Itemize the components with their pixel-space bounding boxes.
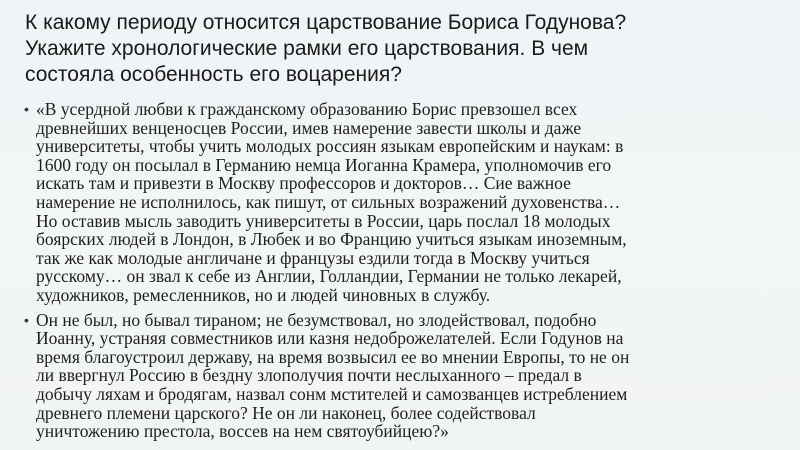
- text-line: намерение не исполнилось, как пишут, от сильных возражений духовенства…: [36, 191, 621, 212]
- text-line: уничтожению престола, воссев на нем святоубийцею?»: [36, 421, 449, 442]
- text-line: Иоанну, устраняя совместников или казня недоброжелателей. Если Годунов на: [36, 328, 624, 349]
- title-line: Укажите хронологические рамки его царствования. В чем: [25, 37, 589, 60]
- text-line: древнейших венценосцев России, имев намерение завести школы и даже: [36, 117, 582, 138]
- bullet-item-quote-tyranny: [24, 311, 788, 441]
- text-line: боярских людей в Лондон, в Любек и во Францию учиться языкам иноземным,: [36, 229, 627, 250]
- text-line: 1600 году он посылал в Германию немца Иоганна Крамера, уполномочив его: [36, 154, 612, 175]
- text-line: Но оставив мысль заводить университеты в России, царь послал 18 молодых: [36, 210, 611, 231]
- text-line: ли ввергнул Россию в бездну злополучия почти неслыханного – предал в: [36, 365, 582, 386]
- bullet-item-quote-education: [24, 100, 788, 305]
- bullet-list: [24, 100, 788, 447]
- text-line: добычу ляхам и бродягам, назвал сонм мстителей и самозванцев истреблением: [36, 383, 628, 404]
- title-line: состояла особенность его воцарения?: [25, 63, 402, 86]
- text-line: русскому… он звал к себе из Англии, Голландии, Германии не только лекарей,: [36, 266, 622, 287]
- text-line: «В усердной любви к гражданскому образованию Борис превзошел всех: [36, 99, 578, 119]
- title-line: К какому периоду относится царствование Бориса Годунова?: [25, 11, 627, 34]
- text-line: университеты, чтобы учить молодых россиян языкам европейским и наукам: в: [36, 136, 624, 157]
- text-line: искать там и привезти в Москву профессоров и докторов… Сие важное: [36, 173, 571, 194]
- text-line: художников, ремесленников, но и людей чиновных в службу.: [36, 284, 491, 305]
- slide-title: [25, 10, 785, 88]
- text-line: время благоустроил державу, на время возвысил ее во мнении Европы, то не он: [36, 346, 630, 367]
- bullet-marker-icon: •: [24, 311, 29, 328]
- text-line: так же как молодые англичане и французы ездили тогда в Москву учиться: [36, 247, 590, 268]
- bullet-marker-icon: •: [24, 101, 29, 117]
- text-line: Он не был, но бывал тираном; не безумствовал, но злодействовал, подобно: [36, 309, 597, 330]
- text-line: древнего племени царского? Не он ли наконец, более содействовал: [36, 402, 536, 423]
